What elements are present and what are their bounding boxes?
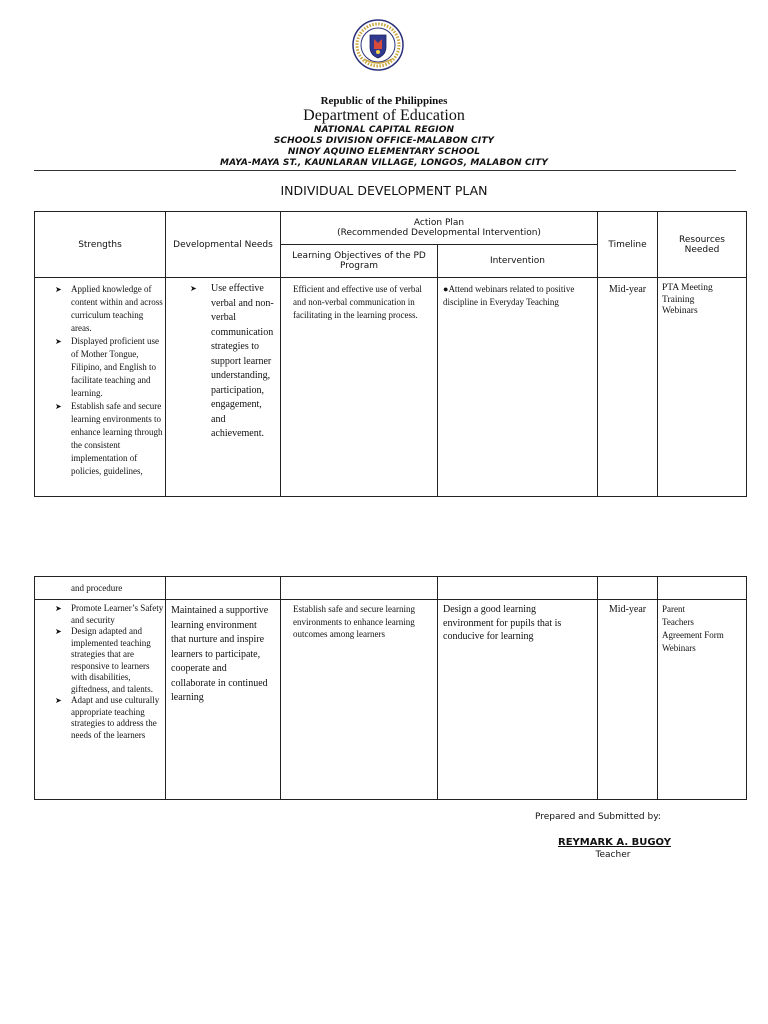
action-plan-sublabel: (Recommended Developmental Intervention) <box>337 228 541 238</box>
list-item: ➤ Establish safe and secure learning environments to enhance learning through the consistent implementation of policies, guidelines, <box>55 401 163 476</box>
arrow-bullet-icon: ➤ <box>55 337 62 346</box>
prepared-by-label: Prepared and Submitted by: <box>535 812 661 822</box>
row1-strengths-cell <box>35 278 166 497</box>
action-plan-label: Action Plan <box>413 218 465 228</box>
resource-item: Webinars <box>662 643 696 653</box>
list-item: ➤ Design adapted and implemented teaching strategies that are responsive to learners with disabilities, giftedness, and talents. <box>55 626 153 694</box>
row1-resources-cell <box>658 278 747 497</box>
row1-needs-cell <box>166 278 281 497</box>
empty-cell <box>166 577 281 600</box>
resource-item: Parent <box>662 604 685 614</box>
address-line: MAYA-MAYA ST., KAUNLARAN VILLAGE, LONGOS, MALABON CITY <box>220 158 548 168</box>
idp-table-page2 <box>34 576 747 800</box>
row1-objectives-cell: Efficient and effective use of verbal and non-verbal communication in facilitating in the learning process. <box>281 278 438 497</box>
empty-cell <box>438 577 598 600</box>
arrow-bullet-icon: ➤ <box>55 402 62 411</box>
row1-timeline-cell: Mid-year <box>598 278 658 497</box>
resource-item: Training <box>662 294 695 305</box>
region-line: NATIONAL CAPITAL REGION <box>313 125 455 135</box>
arrow-bullet-icon: ➤ <box>55 285 62 294</box>
header-resources: Resources Needed <box>658 212 747 278</box>
header-developmental-needs: Developmental Needs <box>166 212 281 278</box>
header-strengths: Strengths <box>35 212 166 278</box>
empty-cell <box>281 577 438 600</box>
row2-needs-cell: Maintained a supportive learning environment that nurture and inspire learners to participate, cooperate and collaborate in continued learning <box>166 600 281 800</box>
deped-seal-logo <box>352 19 404 71</box>
signatory-name: REYMARK A. BUGOY <box>558 837 671 848</box>
continued-strengths-cell: and procedure <box>35 577 166 600</box>
division-line: SCHOOLS DIVISION OFFICE-MALABON CITY <box>273 136 495 146</box>
idp-table-page1 <box>34 211 747 497</box>
resource-item: Teachers <box>662 617 694 627</box>
signatory-role: Teacher <box>595 850 631 860</box>
header-learning-objectives: Learning Objectives of the PD Program <box>281 245 438 278</box>
empty-cell <box>598 577 658 600</box>
list-item: ➤ Use effective verbal and non-verbal communication strategies to support learner understanding, participation, engagement, and achievement. <box>190 283 274 439</box>
header-intervention: Intervention <box>438 245 598 278</box>
list-item: ➤ Displayed proficient use of Mother Tongue, Filipino, and English to facilitate teaching and learning. <box>55 336 159 398</box>
row2-strengths-cell <box>35 600 166 800</box>
resource-item: Webinars <box>662 306 698 316</box>
list-item: ➤ Promote Learner’s Safety and security <box>55 603 164 625</box>
row2-timeline-cell: Mid-year <box>598 600 658 800</box>
department-name: Department of Education <box>303 107 465 124</box>
resource-item: PTA Meeting <box>662 283 713 293</box>
header-timeline: Timeline <box>598 212 658 278</box>
row2-objectives-cell: Establish safe and secure learning environments to enhance learning outcomes among learners <box>281 600 438 800</box>
row1-needs-list <box>166 282 280 442</box>
header-divider <box>34 170 736 171</box>
document-title: INDIVIDUAL DEVELOPMENT PLAN <box>280 183 488 198</box>
row1-intervention-cell <box>438 278 598 497</box>
arrow-bullet-icon: ➤ <box>55 696 62 705</box>
school-line: NINOY AQUINO ELEMENTARY SCHOOL <box>287 147 481 157</box>
bullet-dot-icon: ● <box>443 284 449 294</box>
row2-strengths-list <box>35 603 165 741</box>
arrow-bullet-icon: ➤ <box>55 604 62 613</box>
row2-intervention-cell: Design a good learning environment for pupils that is conducive for learning <box>438 600 598 800</box>
header-action-plan <box>281 212 598 245</box>
row2-resources-cell <box>658 600 747 800</box>
resource-item: Agreement Form <box>662 630 724 640</box>
arrow-bullet-icon: ➤ <box>190 284 197 293</box>
list-item: ➤ Applied knowledge of content within and across curriculum teaching areas. <box>55 284 163 333</box>
list-item: ➤ Adapt and use culturally appropriate teaching strategies to address the needs of the learners <box>55 695 160 740</box>
row1-strengths-list <box>35 283 165 478</box>
empty-cell <box>658 577 747 600</box>
republic-line: Republic of the Philippines <box>320 95 448 107</box>
row1-intervention-text: Attend webinars related to positive discipline in Everyday Teaching <box>443 284 575 307</box>
arrow-bullet-icon: ➤ <box>55 627 62 636</box>
